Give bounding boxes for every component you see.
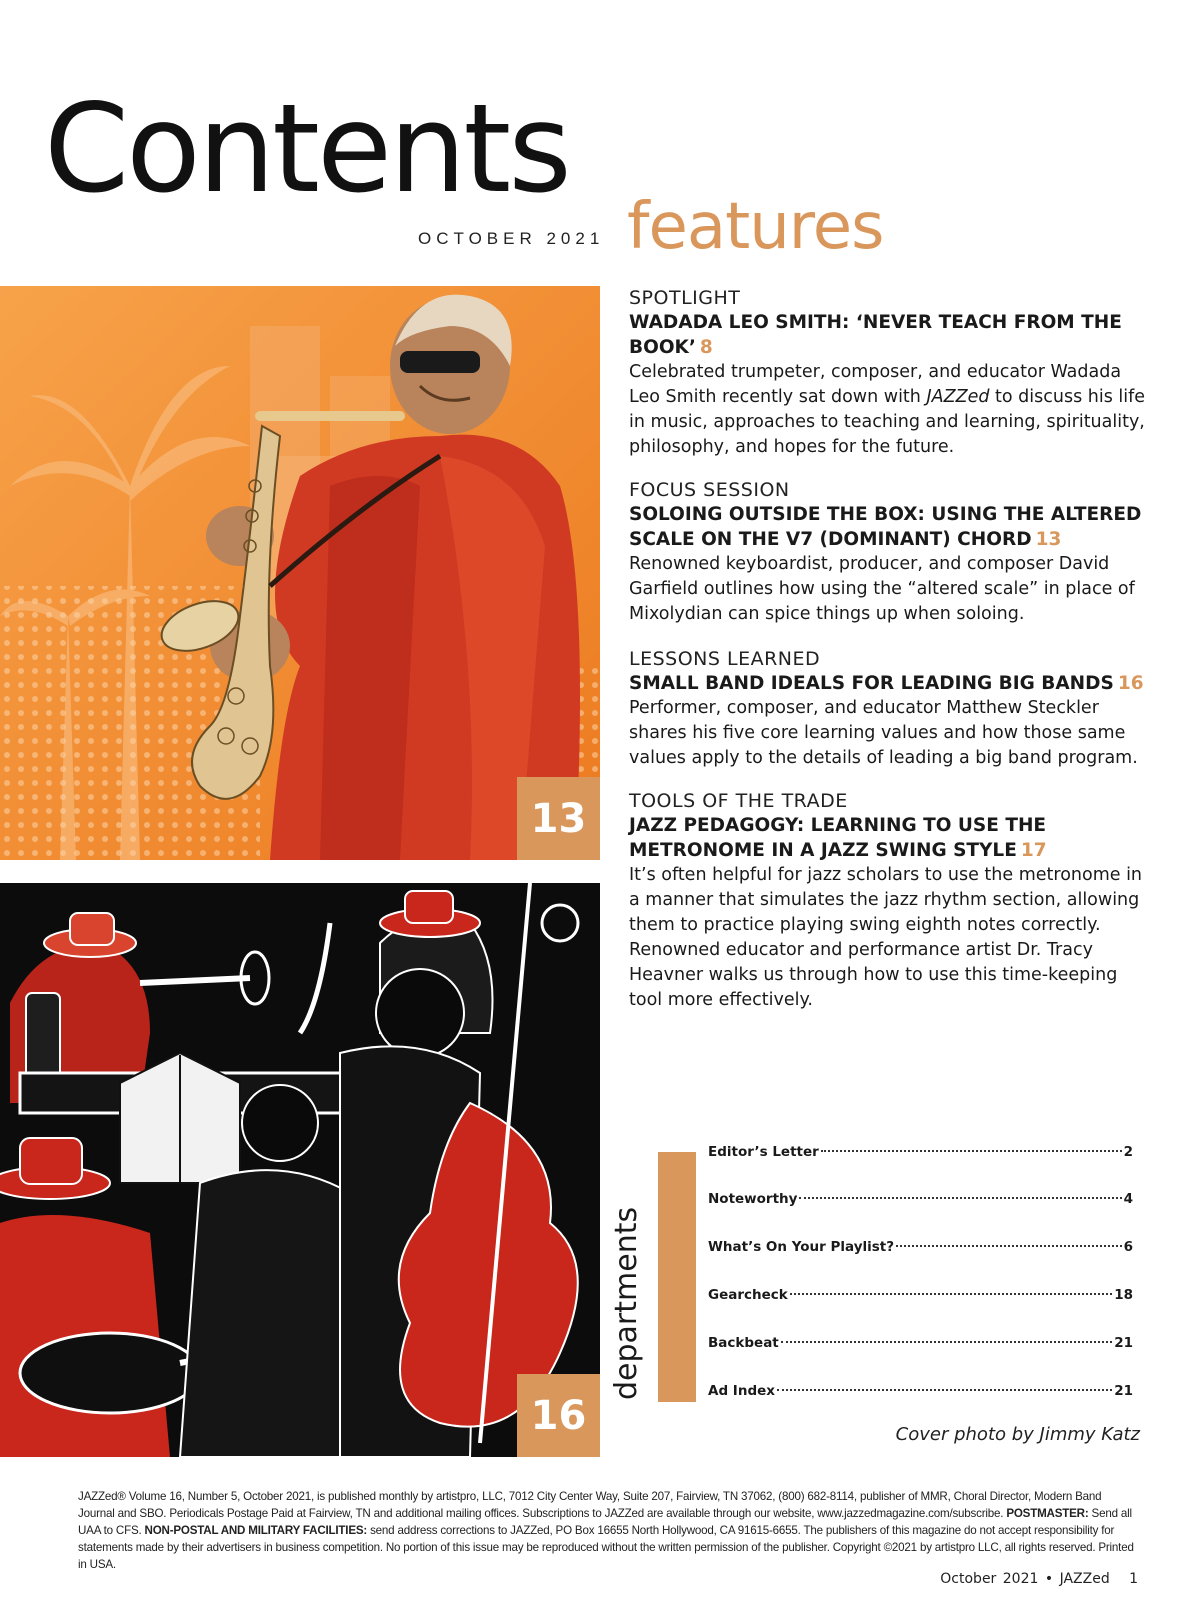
department-item[interactable]: What’s On Your Playlist? 6 <box>708 1239 1133 1255</box>
feature-headline[interactable]: SOLOING OUTSIDE THE BOX: USING THE ALTERED SCALE ON THE V7 (DOMINANT) CHORD 13 <box>629 504 1142 550</box>
page-number: 1 <box>1129 1571 1138 1587</box>
feature-description: It’s often helpful for jazz scholars to use the metronome in a manner that simulates the jazz rhythm section, allowing them to practice playing swing eighth notes correctly. Renowned educator and performance artist Dr. Tracy Heavner walks us through how to use this time-keeping tool more effectively. <box>629 865 1143 1010</box>
feature-focus-session <box>629 478 1149 627</box>
feature-category: SPOTLIGHT <box>629 287 741 309</box>
leader-dots <box>896 1245 1122 1247</box>
department-item[interactable]: Backbeat 21 <box>708 1335 1133 1351</box>
page-title: Contents <box>44 78 569 220</box>
footer-month: October 2021 <box>940 1571 1039 1587</box>
department-item[interactable]: Gearcheck 18 <box>708 1287 1133 1303</box>
feature-page: 17 <box>1020 840 1047 861</box>
department-page: 21 <box>1114 1335 1133 1351</box>
features-heading: features <box>627 190 884 264</box>
department-item[interactable]: Noteworthy 4 <box>708 1191 1133 1207</box>
masthead-legal-text: JAZZed® Volume 16, Number 5, October 2021, is published monthly by artistpro, LLC, 7012 City Center Way, Suite 207, Fairview, TN 37062, (800) 682-8114, publisher of MMR, Choral Director, Modern Band Journal and SBO. Periodicals Postage Paid at Fairview, TN and additional mailing offices. Subscriptions to JAZZed are available through our website, www.jazzedmagazine.com/subscribe. POSTMASTER: Send all UAA to CFS. NON-POSTAL AND MILITARY FACILITIES: send address corrections to JAZZed, PO Box 16655 North Hollywood, CA 91615-6655. The publishers of this magazine do not accept responsibility for statements made by their advertisers in business competition. No portion of this issue may be reproduced without the written permission of the publisher. Copyright ©2021 by artistpro LLC, all rights reserved. Printed in USA. <box>78 1490 1134 1571</box>
jazz-band-illustration <box>0 883 600 1457</box>
feature-category: TOOLS OF THE TRADE <box>629 790 848 812</box>
feature-lessons-learned <box>629 647 1149 771</box>
leader-dots <box>821 1150 1122 1152</box>
cover-credit: Cover photo by Jimmy Katz <box>895 1424 1140 1445</box>
feature-headline[interactable]: SMALL BAND IDEALS FOR LEADING BIG BANDS 16 <box>629 673 1144 694</box>
feature-page: 8 <box>699 337 713 358</box>
nonpostal-label: NON-POSTAL AND MILITARY FACILITIES: <box>144 1524 368 1537</box>
feature-category: LESSONS LEARNED <box>629 648 821 670</box>
publication-name: JAZZed <box>926 387 990 407</box>
leader-dots <box>799 1197 1121 1199</box>
feature-description: Celebrated trumpeter, composer, and educator Wadada Leo Smith recently sat down with JAZZed to discuss his life in music, approaches to teaching and learning, spirituality, philosophy, and hopes for the future. <box>629 362 1146 457</box>
page-badge-16: 16 <box>517 1374 600 1457</box>
leader-dots <box>777 1389 1112 1391</box>
issue-date: OCTOBER 2021 <box>418 229 605 248</box>
department-page: 6 <box>1123 1239 1133 1255</box>
department-page: 4 <box>1123 1191 1133 1207</box>
feature-page: 16 <box>1117 673 1144 694</box>
department-item[interactable]: Editor’s Letter 2 <box>708 1144 1133 1160</box>
jazz-band-art <box>0 883 600 1457</box>
feature-description: Renowned keyboardist, producer, and composer David Garfield outlines how using the “altered scale” in place of Mixolydian can spice things up when soloing. <box>629 554 1135 624</box>
department-item[interactable]: Ad Index 21 <box>708 1383 1133 1399</box>
department-page: 18 <box>1114 1287 1133 1303</box>
saxophonist-art <box>0 286 600 860</box>
feature-headline[interactable]: WADADA LEO SMITH: ‘NEVER TEACH FROM THE BOOK’ 8 <box>629 312 1122 358</box>
leader-dots <box>790 1293 1112 1295</box>
feature-description: Performer, composer, and educator Matthew Steckler shares his five core learning values and how those same values apply to the details of leading a big band program. <box>629 698 1138 768</box>
leader-dots <box>781 1341 1112 1343</box>
departments-label: departments <box>609 1206 644 1400</box>
departments-accent-bar <box>658 1152 696 1402</box>
department-page: 21 <box>1114 1383 1133 1399</box>
department-page: 2 <box>1123 1144 1133 1160</box>
feature-category: FOCUS SESSION <box>629 479 790 501</box>
page-footer <box>940 1571 1138 1587</box>
postmaster-label: POSTMASTER: <box>1006 1507 1089 1520</box>
saxophonist-illustration <box>0 286 600 860</box>
feature-page: 13 <box>1035 529 1062 550</box>
page-badge-13: 13 <box>517 777 600 860</box>
feature-spotlight <box>629 286 1149 460</box>
feature-headline[interactable]: JAZZ PEDAGOGY: LEARNING TO USE THE METRONOME IN A JAZZ SWING STYLE 17 <box>629 815 1047 861</box>
footer-publication: JAZZed <box>1059 1571 1110 1587</box>
footer-separator: • <box>1044 1571 1054 1587</box>
feature-tools-of-the-trade <box>629 789 1149 1013</box>
